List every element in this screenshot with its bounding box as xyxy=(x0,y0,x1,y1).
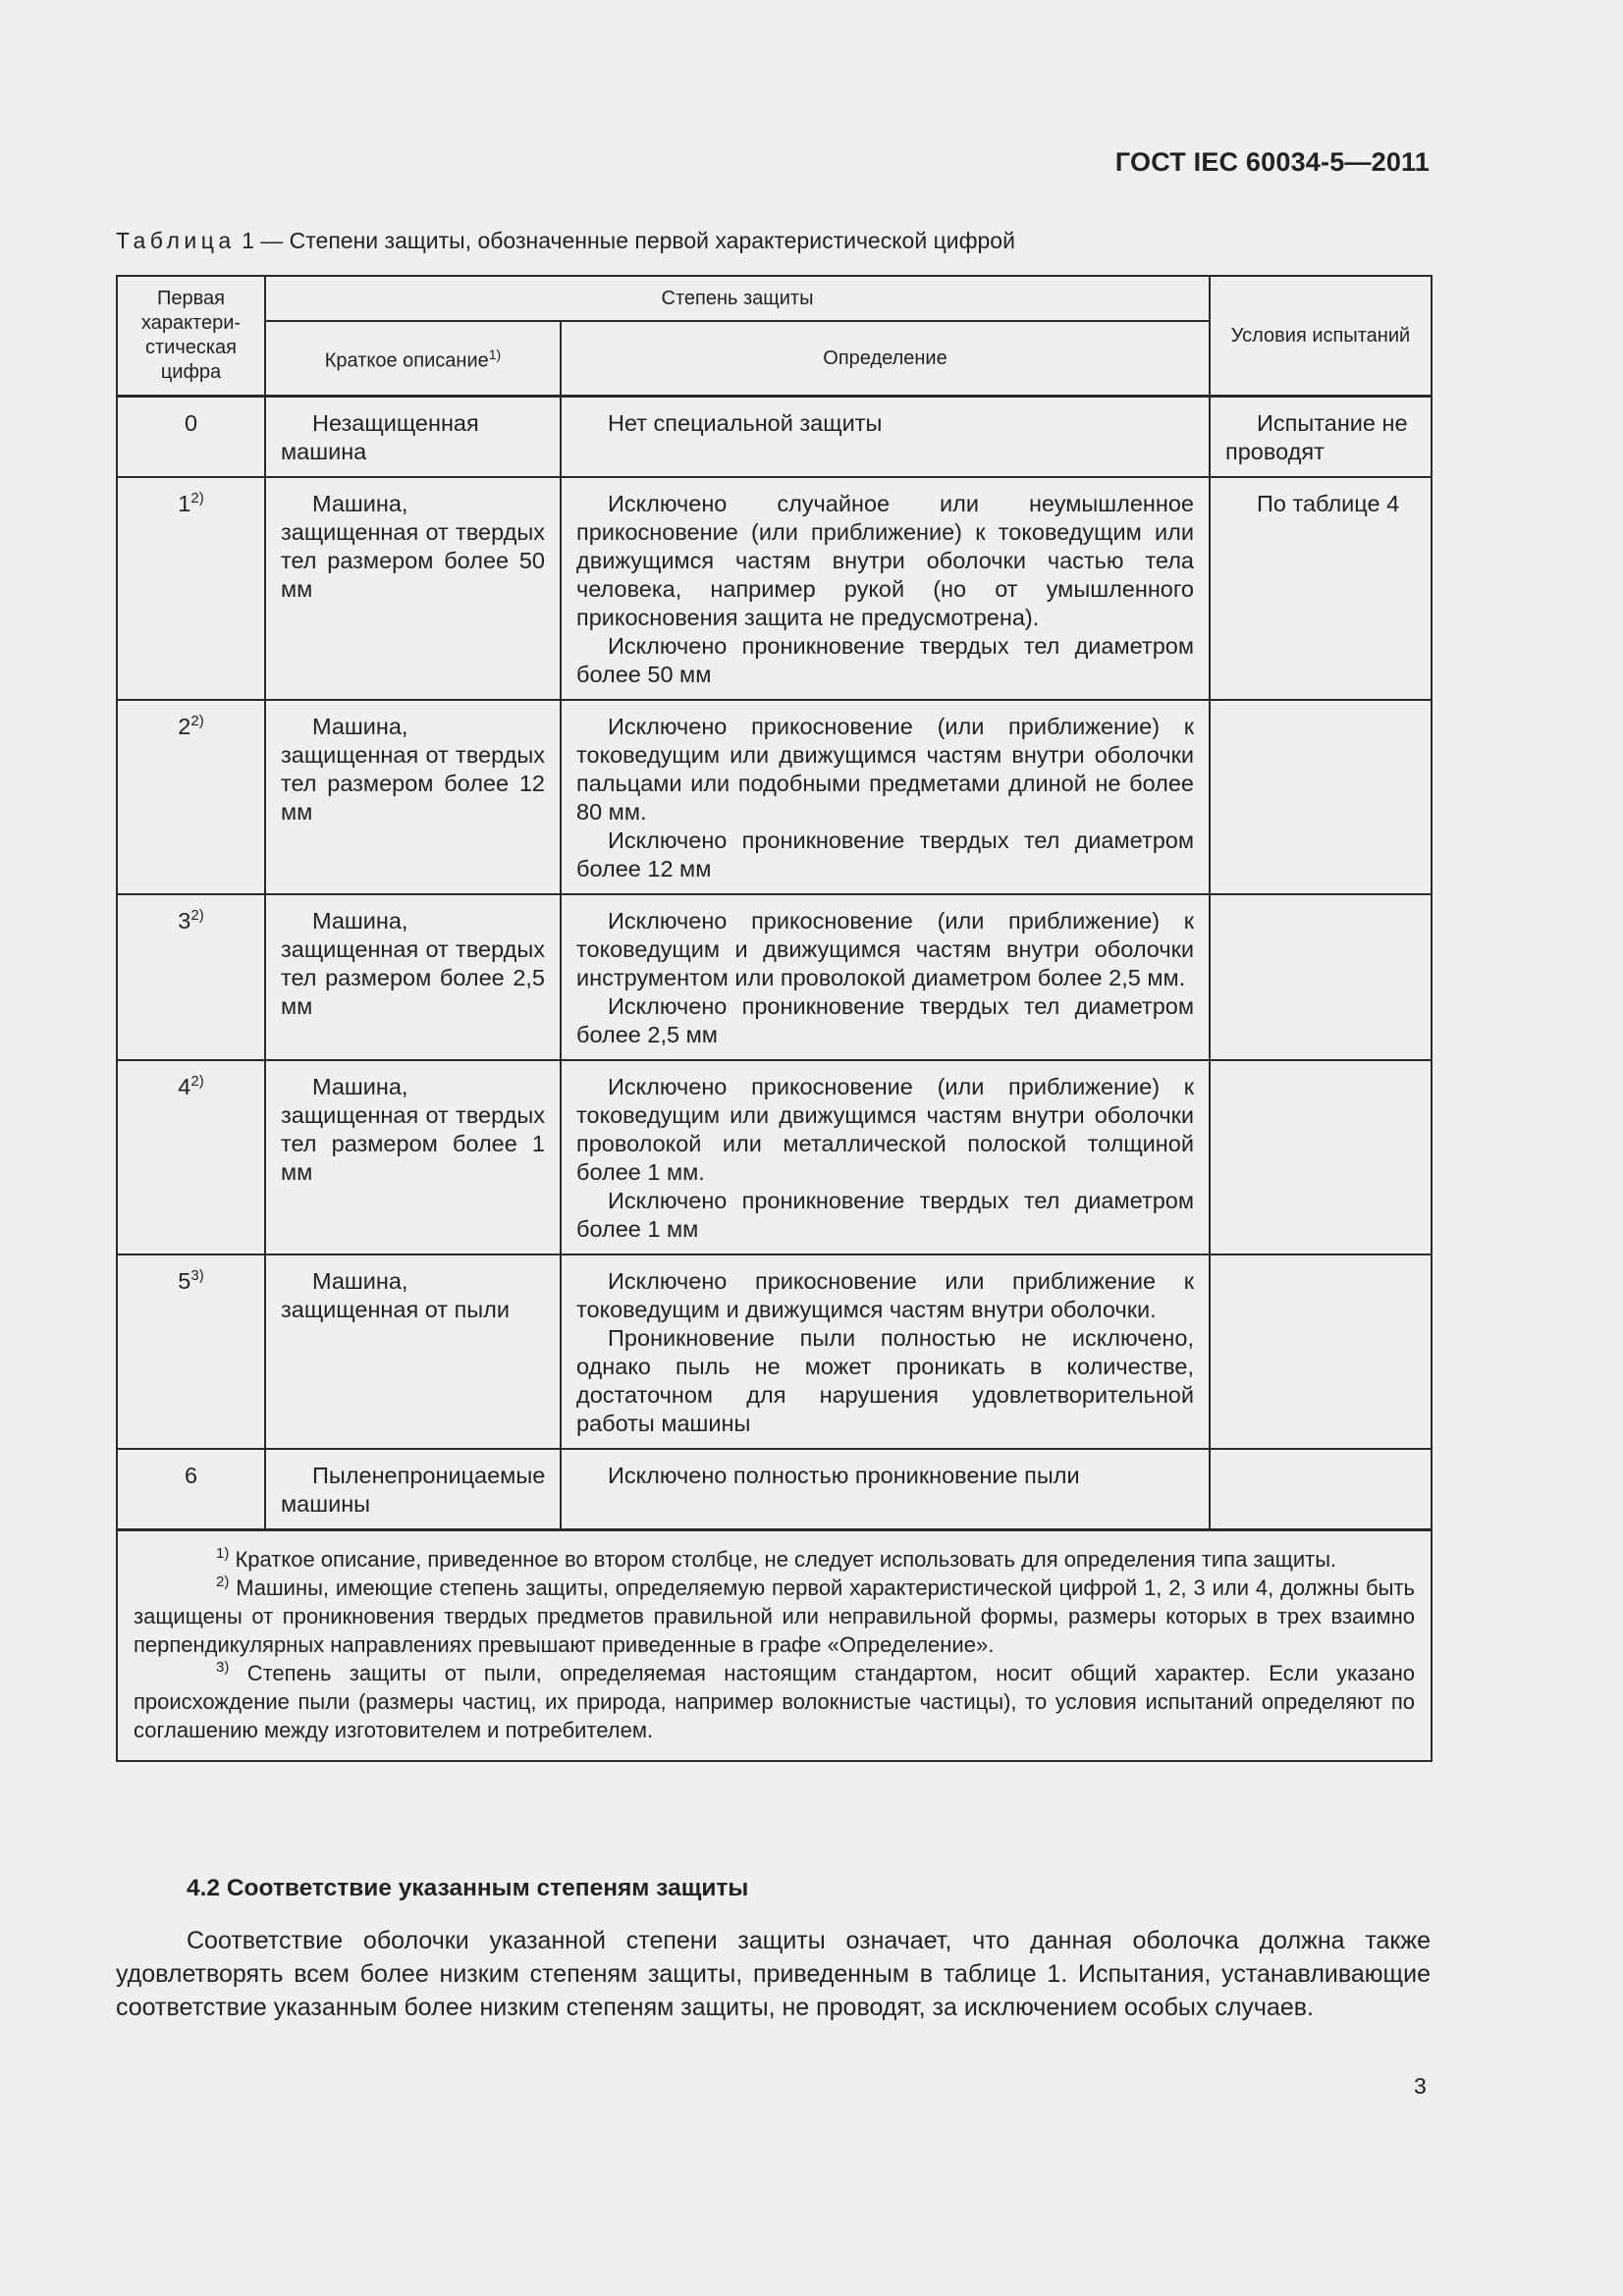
cell-definition xyxy=(561,397,1210,478)
footnote-mark: 2) xyxy=(216,1574,230,1590)
cell-definition xyxy=(561,1060,1210,1255)
footnote xyxy=(134,1574,1415,1659)
section-heading: 4.2 Соответствие указанным степеням защиты xyxy=(187,1875,749,1901)
footnote-text: Краткое описание, приведенное во втором столбце, не следует использовать для определения типа защиты. xyxy=(235,1547,1337,1572)
definition-paragraph: Исключено прикосновение (или приближение) к токоведущим и движущимся частям внутри оболочки инструментом или проволокой диаметром более 2,5 мм. xyxy=(576,908,1194,990)
cell-definition xyxy=(561,1255,1210,1449)
col-header-test-conditions: Условия испытаний xyxy=(1210,276,1432,397)
cell-short-description: Машина, защищенная от твердых тел размером более 50 мм xyxy=(265,477,561,700)
footnote xyxy=(134,1659,1415,1744)
cell-first-digit: 5$^{3)}$ xyxy=(117,1255,265,1449)
footnote-ref: 3) xyxy=(190,1267,204,1284)
table-caption-number: 1 xyxy=(242,228,254,253)
cell-short-description: Машина, защищенная от твердых тел размером более 12 мм xyxy=(265,700,561,894)
cell-short-description: Машина, защищенная от пыли xyxy=(265,1255,561,1449)
footnote-text: Машины, имеющие степень защиты, определяемую первой характеристической цифрой 1, 2, 3 или 4, должны быть защищены от проникновения твердых предметов правильной или неправильной формы, размеры которых в трех взаимно перпендикулярных направлениях превышают приведенные в графе «Определение». xyxy=(134,1575,1415,1657)
table-caption-title: — Степени защиты, обозначенные первой характеристической цифрой xyxy=(260,228,1015,253)
definition-paragraph: Исключено проникновение твердых тел диаметром более 1 мм xyxy=(576,1188,1194,1242)
cell-first-digit: 3$^{2)}$ xyxy=(117,894,265,1060)
cell-test-conditions xyxy=(1210,700,1432,894)
standard-code: ГОСТ IEC 60034-5—2011 xyxy=(1114,147,1430,177)
definition-paragraph: Исключено проникновение твердых тел диаметром более 2,5 мм xyxy=(576,993,1194,1047)
footnote-text: Степень защиты от пыли, определяемая настоящим стандартом, носит общий характер. Если указано происхождение пыли (размеры частиц, их природа, например волокнистые частицы), то условия испытаний определяют по соглашению между изготовителем и потребителем. xyxy=(134,1661,1415,1742)
table-row xyxy=(117,894,1432,1060)
cell-test-conditions xyxy=(1210,1255,1432,1449)
protection-degrees-table xyxy=(116,275,1433,1762)
page-number: 3 xyxy=(1414,2073,1427,2099)
definition-paragraph: Исключено проникновение твердых тел диаметром более 50 мм xyxy=(576,633,1194,687)
cell-test-conditions: Испытание не проводят xyxy=(1210,397,1432,478)
cell-short-description: Машина, защищенная от твердых тел размером более 2,5 мм xyxy=(265,894,561,1060)
cell-short-description: Пыленепроницаемые машины xyxy=(265,1449,561,1530)
col-header-short-note: 1) xyxy=(488,347,502,363)
cell-short-description: Машина, защищенная от твердых тел размером более 1 мм xyxy=(265,1060,561,1255)
cell-first-digit: 4$^{2)}$ xyxy=(117,1060,265,1255)
definition-paragraph: Исключено прикосновение или приближение к токоведущим и движущимся частям внутри оболочки. xyxy=(576,1268,1194,1322)
col-header-protection-degree: Степень защиты xyxy=(265,276,1210,321)
definition-paragraph: Проникновение пыли полностью не исключено, однако пыль не может проникать в количестве, достаточном для нарушения удовлетворительной работы машины xyxy=(576,1325,1194,1436)
table-row xyxy=(117,477,1432,700)
cell-first-digit: 1$^{2)}$ xyxy=(117,477,265,700)
table-row xyxy=(117,1449,1432,1530)
col-header-short-description: Краткое описание$^{1)}$ xyxy=(265,321,561,397)
footnote-mark: 3) xyxy=(216,1659,230,1676)
cell-test-conditions xyxy=(1210,894,1432,1060)
cell-first-digit: 6 xyxy=(117,1449,265,1530)
definition-paragraph: Исключено случайное или неумышленное прикосновение (или приближение) к токоведущим или движущимся частям внутри оболочки частью тела человека, например рукой (но от умышленного прикосновения защита не предусмотрена). xyxy=(576,491,1194,630)
footnote-ref: 2) xyxy=(190,713,204,729)
table-row xyxy=(117,1060,1432,1255)
cell-definition xyxy=(561,1449,1210,1530)
cell-first-digit: 0 xyxy=(117,397,265,478)
definition-paragraph: Исключено прикосновение (или приближение) к токоведущим или движущимся частям внутри оболочки проволокой или металлической полоской толщиной более 1 мм. xyxy=(576,1074,1194,1185)
footnote-ref: 2) xyxy=(190,490,204,507)
cell-test-conditions xyxy=(1210,1060,1432,1255)
cell-test-conditions: По таблице 4 xyxy=(1210,477,1432,700)
table-row xyxy=(117,700,1432,894)
footnote xyxy=(134,1545,1415,1574)
col-header-first-digit: Первая характери-стическая цифра xyxy=(117,276,265,397)
col-header-definition: Определение xyxy=(561,321,1210,397)
table-caption xyxy=(116,228,1015,254)
definition-paragraph: Нет специальной защиты xyxy=(608,410,883,436)
cell-short-description: Незащищенная машина xyxy=(265,397,561,478)
table-caption-label: Таблица xyxy=(116,228,236,253)
cell-definition xyxy=(561,894,1210,1060)
footnote-ref: 2) xyxy=(190,1073,204,1090)
cell-first-digit: 2$^{2)}$ xyxy=(117,700,265,894)
footnote-mark: 1) xyxy=(216,1545,230,1562)
cell-definition xyxy=(561,700,1210,894)
definition-paragraph: Исключено прикосновение (или приближение) к токоведущим или движущимся частям внутри оболочки пальцами или подобными предметами длиной не более 80 мм. xyxy=(576,714,1194,825)
cell-test-conditions xyxy=(1210,1449,1432,1530)
cell-definition xyxy=(561,477,1210,700)
definition-paragraph: Исключено проникновение твердых тел диаметром более 12 мм xyxy=(576,828,1194,881)
definition-paragraph: Исключено полностью проникновение пыли xyxy=(608,1463,1080,1488)
table-footnotes xyxy=(117,1530,1432,1762)
footnote-ref: 2) xyxy=(190,907,204,924)
table-row xyxy=(117,397,1432,478)
section-paragraph: Соответствие оболочки указанной степени защиты означает, что данная оболочка должна также удовлетворять всем более низким степеням защиты, приведенным в таблице 1. Испытания, устанавливающие соответствие указанным более низким степеням защиты, не проводят, за исключением особых случаев. xyxy=(116,1927,1431,2021)
table-row xyxy=(117,1255,1432,1449)
